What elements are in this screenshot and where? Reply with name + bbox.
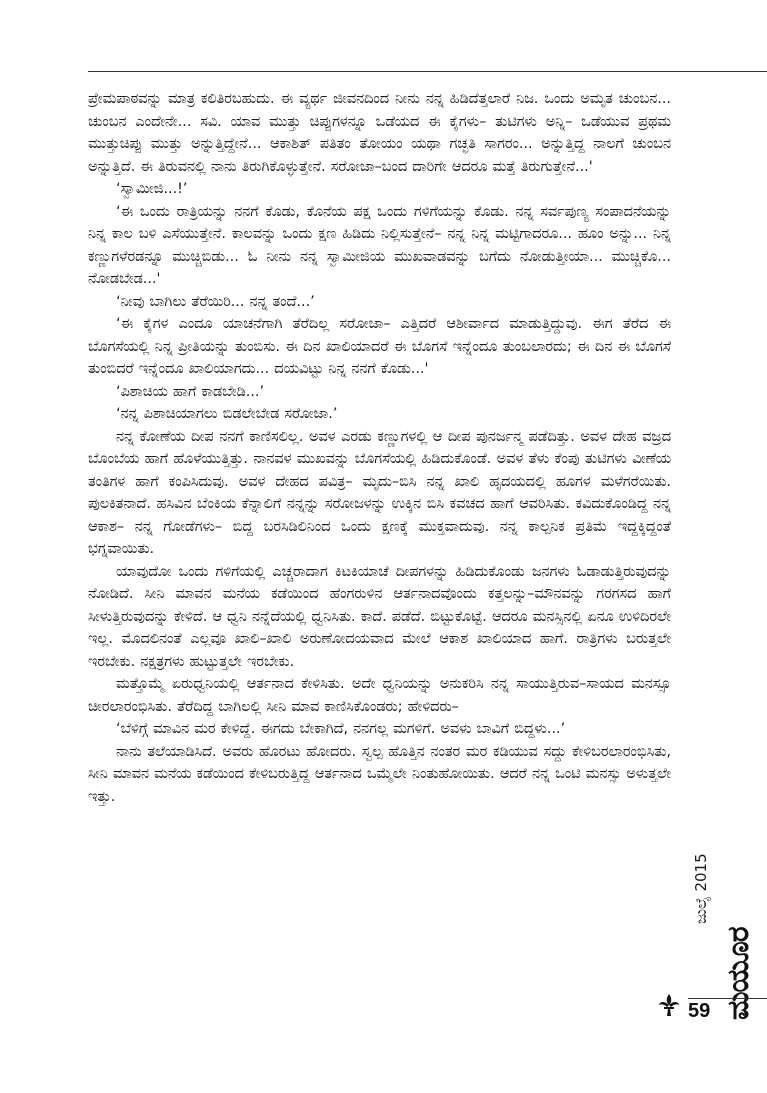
fleur-de-lis-icon <box>656 992 682 1018</box>
paragraph: ನನ್ನ ಕೋಣೆಯ ದೀಪ ನನಗೆ ಕಾಣಿಸಲಿಲ್ಲ. ಅವಳ ಎರಡು ಕಣ್ಣುಗಳಲ್ಲಿ ಆ ದೀಪ ಪುನರ್ಜನ್ಮ ಪಡೆದಿತ್ತು. ಅವಳ ದೇಹ ವಜ್ರದ ಬೊಂಬೆಯ ಹಾಗೆ ಹೊಳೆಯುತ್ತಿತ್ತು. ನಾನವಳ ಮುಖವನ್ನು ಬೊಗಸೆಯಲ್ಲಿ ಹಿಡಿದುಕೊಂಡೆ. ಅವಳ ತೆಳು ಕೆಂಪು ತುಟಿಗಳು ವೀಣೆಯ ತಂತಿಗಳ ಹಾಗೆ ಕಂಪಿಸಿದುವು. ಅವಳ ದೇಹದ ಪವಿತ್ರ– ಮೃದು–ಬಿಸಿ ನನ್ನ ಖಾಲಿ ಹೃದಯದಲ್ಲಿ ಹೂಗಳ ಮಳೆಗರೆಯಿತು. ಪುಲಕಿತನಾದೆ. ಹಸಿವಿನ ಬೆಂಕಿಯ ಕೆನ್ನಾಲಿಗೆ ನನ್ನನ್ನು ಸರೋಜಳನ್ನು ಉಕ್ಕಿನ ಬಿಸಿ ಕವಚದ ಹಾಗೆ ಆವರಿಸಿತು. ಕವಿದುಕೊಂಡಿದ್ದ ನನ್ನ ಆಕಾಶ– ನನ್ನ ಗೋಡೆಗಳು– ಬಿದ್ದ ಬರಸಿಡಿಲಿನಿಂದ ಒಂದು ಕ್ಷಣಕ್ಕೆ ಮುಕ್ತವಾದುವು. ನನ್ನ ಕಾಲ್ಪನಿಕ ಪ್ರತಿಮೆ ಇದ್ದಕ್ಕಿದ್ದಂತೆ ಭಗ್ನವಾಯಿತು. <box>88 428 671 557</box>
top-rule <box>88 71 767 72</box>
paragraph: ‘ಪಿಶಾಚಿಯ ಹಾಗೆ ಕಾಡಬೇಡಿ...’ <box>116 383 265 400</box>
paragraph: ಮತ್ತೊಮ್ಮೆ ಏರುಧ್ವನಿಯಲ್ಲಿ ಆರ್ತನಾದ ಕೇಳಿಸಿತು. ಅದೇ ಧ್ವನಿಯನ್ನು ಅನುಕರಿಸಿ ನನ್ನ ಸಾಯುತ್ತಿರುವ–ಸಾಯದ ಮನಸ್ಸೂ ಚೀರಲಾರಂಭಿಸಿತು. ತೆರೆದಿದ್ದ ಬಾಗಿಲಲ್ಲಿ ಸೀನಿ ಮಾವ ಕಾಣಿಸಿಕೊಂಡರು; ಹೇಳಿದರು– <box>88 676 671 715</box>
article-body <box>88 88 671 808</box>
paragraph: ‘ಈ ಕೈಗಳ ಎಂದೂ ಯಾಚನೆಗಾಗಿ ತೆರೆದಿಲ್ಲ ಸರೋಜಾ– ಎತ್ತಿದರೆ ಆಶೀರ್ವಾದ ಮಾಡುತ್ತಿದ್ದುವು. ಈಗ ತೆರೆದ ಈ ಬೊಗಸೆಯಲ್ಲಿ ನಿನ್ನ ಪ್ರೀತಿಯನ್ನು ತುಂಬಿಸು. ಈ ದಿನ ಖಾಲಿಯಾದರೆ ಈ ಬೊಗಸೆ ಇನ್ನೆಂದೂ ತುಂಬಲಾರದು; ಈ ದಿನ ಈ ಬೊಗಸೆ ತುಂಬಿದರೆ ಇನ್ನೆಂದೂ ಖಾಲಿಯಾಗದು... ದಯವಿಟ್ಟು ನಿನ್ನ ನನಗೆ ಕೊಡು...' <box>88 316 671 377</box>
magazine-logo-box <box>720 830 758 1020</box>
page-number: 59 <box>688 1000 711 1022</box>
paragraph: ‘ಈ ಒಂದು ರಾತ್ರಿಯನ್ನು ನನಗೆ ಕೊಡು, ಕೊನೆಯ ಪಕ್ಷ ಒಂದು ಗಳಿಗೆಯನ್ನು ಕೊಡು. ನನ್ನ ಸರ್ವಪುಣ್ಯ ಸಂಪಾದನೆಯನ್ನು ನಿನ್ನ ಕಾಲ ಬಳಿ ಎಸೆಯುತ್ತೇನೆ. ಕಾಲವನ್ನು ಒಂದು ಕ್ಷಣ ಹಿಡಿದು ನಿಲ್ಲಿಸುತ್ತೇನೆ– ನನ್ನ ನಿನ್ನ ಮಟ್ಟಿಗಾದರೂ... ಹೂಂ ಅನ್ನು... ನಿನ್ನ ಕಣ್ಣುಗಳೆರಡನ್ನೂ ಮುಚ್ಚಿಬಿಡು... ಓ ನೀನು ನನ್ನ ಸ್ವಾಮೀಜಿಯ ಮುಖವಾಡವನ್ನು ಬಗೆದು ನೋಡುತ್ತೀಯಾ... ಮುಚ್ಚಿಕೊ... ನೋಡಬೇಡ...' <box>88 203 671 287</box>
paragraph: ‘ಸ್ವಾಮೀಜಿ...!’ <box>116 181 188 197</box>
issue-date: ಜುಲೈ 2015 <box>692 853 710 924</box>
paragraph: ‘ನನ್ನ ಪಿಶಾಚಿಯಾಗಲು ಬಿಡಲೇಬೇಡ ಸರೋಜಾ.’ <box>116 406 338 422</box>
paragraph: ‘ಬೆಳಿಗ್ಗೆ ಮಾವಿನ ಮರ ಕೇಳಿದ್ದೆ. ಈಗದು ಬೇಕಾಗಿದೆ, ನನಗಲ್ಲ ಮಗಳಿಗೆ. ಅವಳು ಬಾವಿಗೆ ಬಿದ್ದಳು...’ <box>116 721 566 737</box>
magazine-logo: ಮಯೂರ <box>721 927 756 1020</box>
footer-rule <box>688 998 767 999</box>
paragraph: ಪ್ರೇಮಪಾಠವನ್ನು ಮಾತ್ರ ಕಲಿತಿರಬಹುದು. ಈ ವ್ಯರ್ಥ ಜೀವನದಿಂದ ನೀನು ನನ್ನ ಹಿಡಿದೆತ್ತಲಾರೆ ನಿಜ. ಒಂದು ಅಮೃತ ಚುಂಬನ... ಚುಂಬನ ಎಂದೇನೇ... ಸವಿ. ಯಾವ ಮುತ್ತು ಚಿಪ್ಪುಗಳನ್ನೂ ಒಡೆಯದ ಈ ಕೈಗಳು– ತುಟಿಗಳು ಅನ್ನಿ– ಒಡೆಯುವ ಪ್ರಥಮ ಮುತ್ತುಚಿಪ್ಪು ಮುತ್ತು ಅನ್ನುತ್ತಿದ್ದೇನೆ... ಆಕಾಶಿತ್ ಪತಿತಂ ತೋಯಂ ಯಥಾ ಗಚ್ಛತಿ ಸಾಗರಂ... ಅನ್ನುತ್ತಿದ್ದ ನಾಲಗೆ ಚುಂಬನ ಅನ್ನುತ್ತಿದೆ. ಈ ತಿರುವನಲ್ಲಿ ನಾನು ತಿರುಗಿಕೊಳ್ಳುತ್ತೇನೆ. ಸರೋಜಾ–ಬಂದ ದಾರಿಗೇ ಆದರೂ ಮತ್ತೆ ತಿರುಗುತ್ತೇನೆ...' <box>88 91 671 175</box>
sidebar-masthead <box>682 814 720 1004</box>
paragraph: ನಾನು ತಲೆಯಾಡಿಸಿದೆ. ಅವರು ಹೊರಟು ಹೋದರು. ಸ್ವಲ್ಪ ಹೊತ್ತಿನ ನಂತರ ಮರ ಕಡಿಯುವ ಸದ್ದು ಕೇಳಿಬರಲಾರಂಭಿಸಿತು, ಸೀನಿ ಮಾವನ ಮನೆಯ ಕಡೆಯಿಂದ ಕೇಳಿಬರುತ್ತಿದ್ದ ಆರ್ತನಾದ ಒಮ್ಮೆಲೇ ನಿಂತುಹೋಯಿತು. ಆದರೆ ನನ್ನ ಒಂಟಿ ಮನಸ್ಸು ಅಳುತ್ತಲೇ ಇತ್ತು. <box>88 743 671 805</box>
paragraph: ಯಾವುದೋ ಒಂದು ಗಳಿಗೆಯಲ್ಲಿ ಎಚ್ಚರಾದಾಗ ಕಿಟಕಿಯಾಚೆ ದೀಪಗಳನ್ನು ಹಿಡಿದುಕೊಂಡು ಜನಗಳು ಓಡಾಡುತ್ತಿರುವುದನ್ನು ನೋಡಿದೆ. ಸೀನಿ ಮಾವನ ಮನೆಯ ಕಡೆಯಿಂದ ಹೆಂಗರುಳಿನ ಆರ್ತನಾದವೊಂದು ಕತ್ತಲನ್ನು–ಮೌನವನ್ನು ಗರಗಸದ ಹಾಗೆ ಸೀಳುತ್ತಿರುವುದನ್ನು ಕೇಳಿದೆ. ಆ ಧ್ವನಿ ನನ್ನೆದೆಯಲ್ಲಿ ಧ್ವನಿಸಿತು. ಕಾದೆ. ಪಡೆದೆ. ಬಿಟ್ಟುಕೊಟ್ಟೆ. ಆದರೂ ಮನಸ್ಸಿನಲ್ಲಿ ಏನೂ ಉಳಿದಿರಲೇ ಇಲ್ಲ. ಮೊದಲಿನಂತೆ ಎಲ್ಲವೂ ಖಾಲಿ–ಖಾಲಿ ಅರುಣೋದಯವಾದ ಮೇಲೆ ಆಕಾಶ ಖಾಲಿಯಾದ ಹಾಗೆ. ರಾತ್ರಿಗಳು ಬರುತ್ತಲೇ ಇರಬೇಕು. ನಕ್ಷತ್ರಗಳು ಹುಟ್ಟುತ್ತಲೇ ಇರಬೇಕು. <box>88 563 671 670</box>
paragraph: ‘ನೀವು ಬಾಗಿಲು ತೆರೆಯಿರಿ... ನನ್ನ ತಂದೆ...’ <box>116 293 315 310</box>
